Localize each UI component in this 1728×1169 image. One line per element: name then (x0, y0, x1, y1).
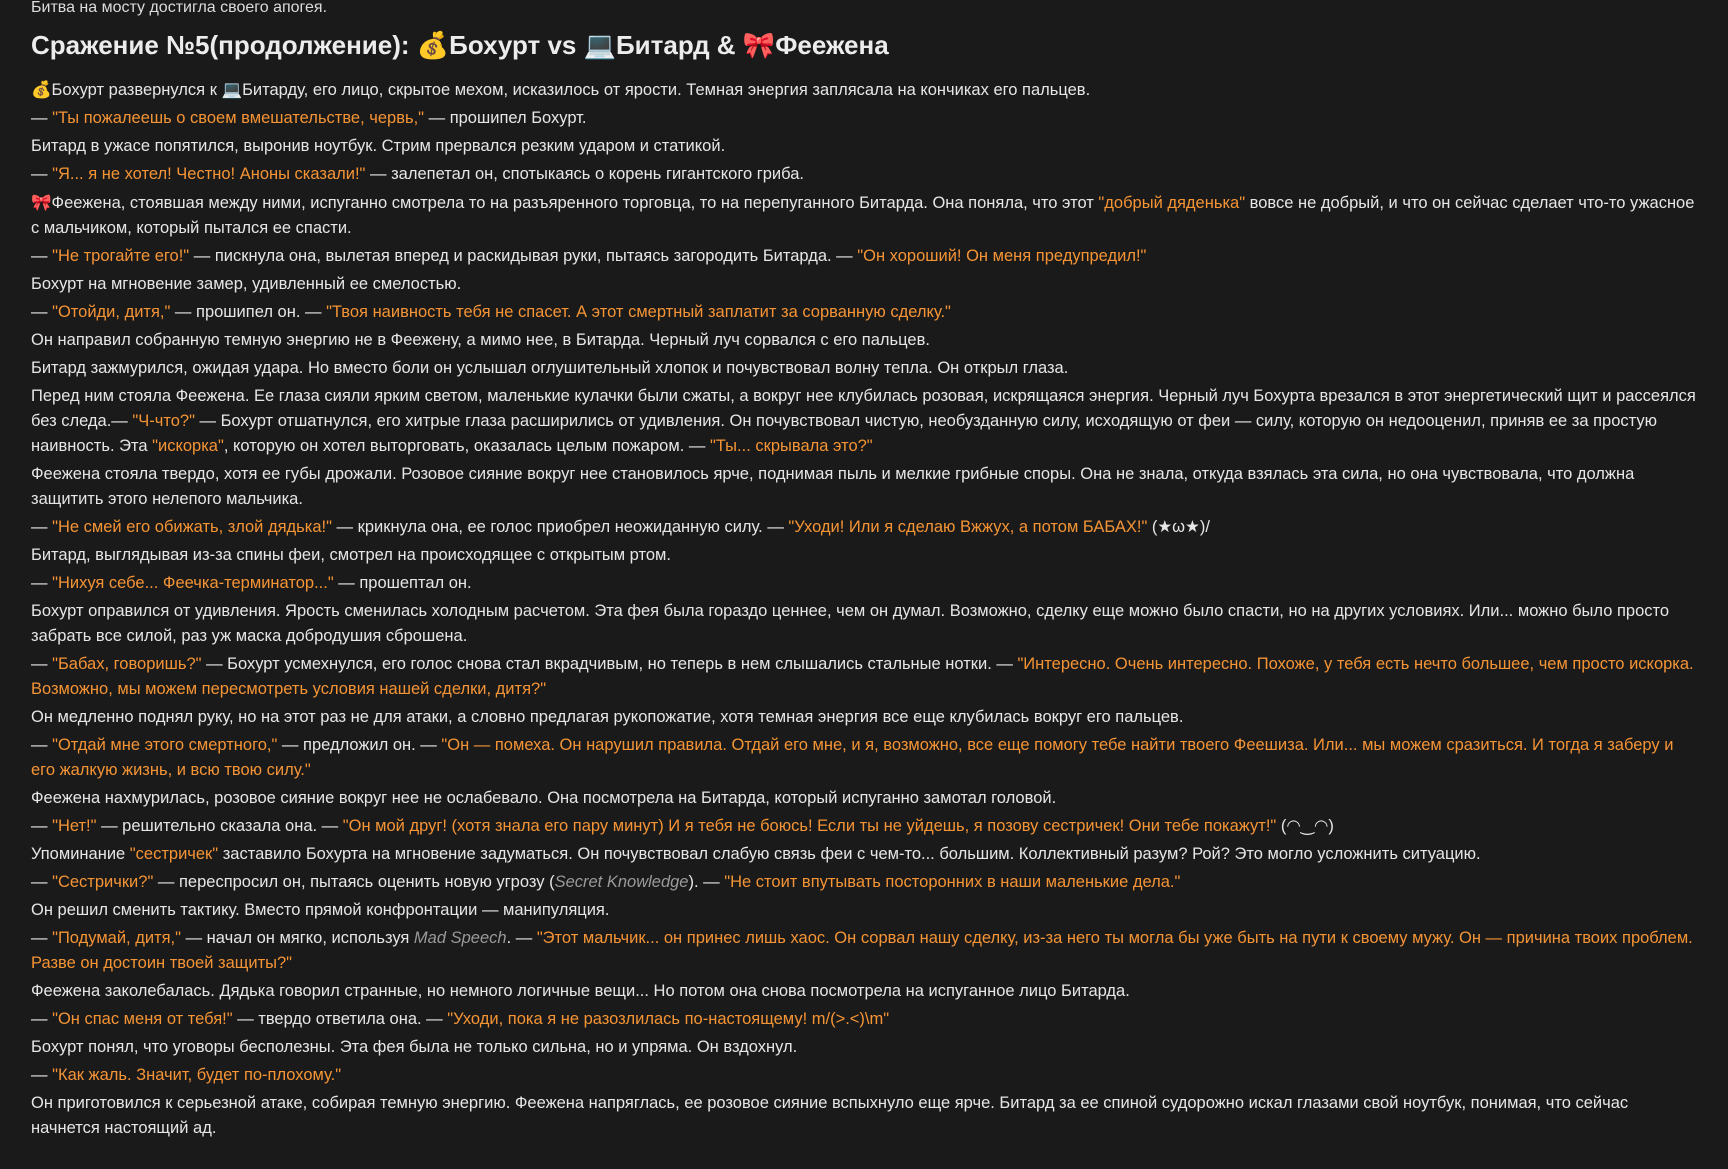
paragraph (31, 462, 1701, 512)
kaomoji: (★ω★)/ (1147, 518, 1210, 536)
text: Он приготовился к серьезной атаке, собирая темную энергию. Феежена напряглась, ее розовое сияние вспыхнуло еще ярче. Битард за ее спиной судорожно искал глазами свой ноутбук, понимая, что сейчас начнется настоящий ад. (31, 1094, 1629, 1137)
text: Он медленно поднял руку, но на этот раз не для атаки, а словно предлагая рукопожатие, хотя темная энергия все еще клубилась вокруг его пальцев. (31, 708, 1184, 726)
paragraph (31, 300, 1701, 325)
text: — (31, 655, 53, 673)
paragraph (31, 898, 1701, 923)
paragraph (31, 786, 1701, 811)
quote: "Ты... скрывала это?" (709, 437, 873, 455)
text: — (31, 303, 53, 321)
paragraph (31, 652, 1701, 702)
quote: "искорка" (152, 437, 224, 455)
paragraph (31, 134, 1701, 159)
quote: "Он — помеха. Он нарушил правила. Отдай его мне, и я, возможно, все еще помогу тебе найти твоего Феешиза. Или... мы можем сразиться. И тогда я заберу и его жалкую жизнь, и всю твою силу." (31, 736, 1674, 779)
heading-prefix: Сражение №5(продолжение): (31, 30, 417, 60)
paragraph (31, 733, 1701, 783)
paragraph (31, 328, 1701, 353)
quote: "Интересно. Очень интересно. Похоже, у тебя есть нечто большее, чем просто искорка. Возможно, мы можем пересмотреть условия нашей сделки, дитя?" (31, 655, 1694, 698)
text: — (31, 1066, 53, 1084)
paragraph (31, 162, 1701, 187)
quote: "Как жаль. Значит, будет по-плохому." (52, 1066, 342, 1084)
text: Он направил собранную темную энергию не в Феежену, а мимо нее, в Битарда. Черный луч сорвался с его пальцев. (31, 331, 930, 349)
text: — прошептал он. (333, 574, 472, 592)
quote: "Этот мальчик... он принес лишь хаос. Он сорвал нашу сделку, из-за него ты могла бы уже быть на пути к своему мужу. Он — причина твоих проблем. Разве он достоин твоей защиты?" (31, 929, 1693, 972)
paragraph (31, 870, 1701, 895)
paragraph (31, 1035, 1701, 1060)
text: — прошипел он. — (170, 303, 327, 321)
laptop-icon: 💻 (221, 80, 243, 99)
kaomoji: (◠‿◠) (1276, 817, 1334, 835)
laptop-icon: 💻 (583, 31, 616, 61)
quote: "Он мой друг! (хотя знала его пару минут) И я тебя не боюсь! Если ты не уйдешь, я позову сестричек! Они тебе покажут!" (342, 817, 1277, 835)
paragraph (31, 1063, 1701, 1088)
text: . — (506, 929, 537, 947)
quote: "Ты пожалеешь о своем вмешательстве, червь," (52, 109, 425, 127)
chat-message (31, 0, 1701, 1144)
text: — (31, 165, 53, 183)
paragraph (31, 356, 1701, 381)
text: Упоминание (31, 845, 130, 863)
quote: "Бабах, говоришь?" (52, 655, 202, 673)
text: вовсе не добрый, и что он сейчас сделает что-то ужасное с мальчиком, который пытался ее спасти. (31, 194, 1695, 237)
paragraph (31, 77, 1701, 103)
paragraph (31, 599, 1701, 649)
text: Битард зажмурился, ожидая удара. Но вместо боли он услышал оглушительный хлопок и почувствовал волну тепла. Он открыл глаза. (31, 359, 1069, 377)
previous-line: Битва на мосту достигла своего апогея. (31, 0, 328, 16)
text: — (31, 929, 53, 947)
text: — решительно сказала она. — (96, 817, 343, 835)
text: , которую он хотел выторговать, оказалась целым пожаром. — (223, 437, 710, 455)
quote: "Он хороший! Он меня предупредил!" (857, 247, 1147, 265)
quote: "Не смей его обижать, злой дядька!" (52, 518, 332, 536)
quote: "Сестрички?" (52, 873, 154, 891)
paragraph (31, 543, 1701, 568)
battle-heading (31, 28, 1701, 63)
quote: "Отдай мне этого смертного," (52, 736, 278, 754)
paragraph (31, 842, 1701, 867)
paragraph (31, 1007, 1701, 1032)
quote: "Твоя наивность тебя не спасет. А этот смертный заплатит за сорванную сделку." (326, 303, 951, 321)
text: Битард в ужасе попятился, выронив ноутбук. Стрим прервался резким ударом и статикой. (31, 137, 726, 155)
text: — (31, 574, 53, 592)
text: — Бохурт усмехнулся, его голос снова стал вкрадчивым, но теперь в нем слышались стальные нотки. — (201, 655, 1018, 673)
text: — прошипел Бохурт. (424, 109, 587, 127)
paragraph (31, 814, 1701, 839)
paragraph (31, 384, 1701, 459)
text: — (31, 873, 53, 891)
paragraph (31, 1091, 1701, 1141)
paragraph (31, 272, 1701, 297)
quote: "Не трогайте его!" (52, 247, 190, 265)
text: — залепетал он, спотыкаясь о корень гигантского гриба. (365, 165, 804, 183)
quote: "Нихуя себе... Феечка-терминатор..." (52, 574, 334, 592)
text: — предложил он. — (277, 736, 442, 754)
text: Он решил сменить тактику. Вместо прямой конфронтации — манипуляция. (31, 901, 610, 919)
text: — (31, 1010, 53, 1028)
text: ). — (688, 873, 725, 891)
text: заставило Бохурта на мгновение задуматься. Он почувствовал слабую связь феи с чем-то... большим. Коллективный разум? Рой? Это могло усложнить ситуацию. (218, 845, 1481, 863)
quote: "Отойди, дитя," (52, 303, 171, 321)
text: — (31, 736, 53, 754)
money-bag-icon: 💰 (31, 80, 52, 99)
text: — твердо ответила она. — (232, 1010, 448, 1028)
quote: "Уходи! Или я сделаю Вжжух, а потом БАБАХ!" (788, 518, 1148, 536)
text: Битарду, его лицо, скрытое мехом, исказилось от ярости. Темная энергия заплясала на кончиках его пальцев. (242, 81, 1091, 99)
ribbon-icon: 🎀 (31, 193, 52, 212)
text: Бохурт на мгновение замер, удивленный ее смелостью. (31, 275, 462, 293)
quote: "Уходи, пока я не разозлилась по-настоящему! m/(>.<)\m" (447, 1010, 890, 1028)
text: — (31, 518, 53, 536)
quote: "Нет!" (52, 817, 97, 835)
text: Бохурт развернулся к (51, 81, 222, 99)
text: Феежена заколебалась. Дядька говорил странные, но немного логичные вещи... Но потом она снова посмотрела на испуганное лицо Битарда. (31, 982, 1130, 1000)
text: — (31, 817, 53, 835)
paragraph (31, 926, 1701, 976)
quote: "добрый дяденька" (1098, 194, 1246, 212)
quote: "Он спас меня от тебя!" (52, 1010, 233, 1028)
quote: "Я... я не хотел! Честно! Аноны сказали!" (52, 165, 366, 183)
heading-name-feezhena: Феежена (775, 30, 889, 60)
text: — пискнула она, вылетая вперед и раскидывая руки, пытаясь загородить Битарда. — (189, 247, 858, 265)
text: — начал он мягко, используя (181, 929, 414, 947)
text: — (31, 109, 53, 127)
text: Феежена стояла твердо, хотя ее губы дрожали. Розовое сияние вокруг нее становилось ярче, поднимая пыль и мелкие грибные споры. Она не знала, откуда взялась эта сила, но она чувствовала, что должна защитить этого нелепого мальчика. (31, 465, 1635, 508)
heading-name-bohurt: Бохурт vs (449, 30, 584, 60)
text: Феежена, стоявшая между ними, испуганно смотрела то на разъяренного торговца, то на перепуганного Битарда. Она поняла, что этот (51, 194, 1099, 212)
paragraph (31, 979, 1701, 1004)
skill-name: Secret Knowledge (554, 873, 689, 891)
paragraph (31, 515, 1701, 540)
text: — переспросил он, пытаясь оценить новую угрозу ( (153, 873, 555, 891)
paragraph (31, 190, 1701, 241)
paragraph (31, 571, 1701, 596)
text: Феежена нахмурилась, розовое сияние вокруг нее не ослабевало. Она посмотрела на Битарда, который испуганно замотал головой. (31, 789, 1057, 807)
quote: "Подумай, дитя," (52, 929, 181, 947)
skill-name: Mad Speech (413, 929, 507, 947)
text: Бохурт оправился от удивления. Ярость сменилась холодным расчетом. Эта фея была гораздо ценнее, чем он думал. Возможно, сделку еще можно было спасти, но на других условиях. Или... можно было просто забрать все силой, раз уж маска добродушия сброшена. (31, 602, 1670, 645)
text: Битард, выглядывая из-за спины феи, смотрел на происходящее с открытым ртом. (31, 546, 671, 564)
text: — Бохурт отшатнулся, его хитрые глаза расширились от удивления. Он почувствовал чистую, необузданную силу, исходящую от феи — силу, которую он недооценил, приняв ее за простую наивность. Эта (31, 412, 1658, 455)
paragraph (31, 244, 1701, 269)
quote: "Не стоит впутывать посторонних в наши маленькие дела." (724, 873, 1181, 891)
text: — крикнула она, ее голос приобрел неожиданную силу. — (331, 518, 789, 536)
ribbon-icon: 🎀 (742, 31, 776, 61)
heading-name-bitard: Битард & (615, 30, 743, 60)
paragraph (31, 106, 1701, 131)
text: — (31, 247, 53, 265)
paragraph (31, 705, 1701, 730)
text: Перед ним стояла Феежена. Ее глаза сияли ярким светом, маленькие кулачки были сжаты, а вокруг нее клубилась розовая, искрящаяся энергия. Черный луч Бохурта врезался в этот энергетический щит и рассеялся без следа.— (31, 387, 1696, 430)
text: Бохурт понял, что уговоры бесполезны. Эта фея была не только сильна, но и упряма. Он вздохнул. (31, 1038, 798, 1056)
money-bag-icon: 💰 (416, 31, 450, 61)
quote: "Ч-что?" (132, 412, 195, 430)
quote: "сестричек" (129, 845, 219, 863)
